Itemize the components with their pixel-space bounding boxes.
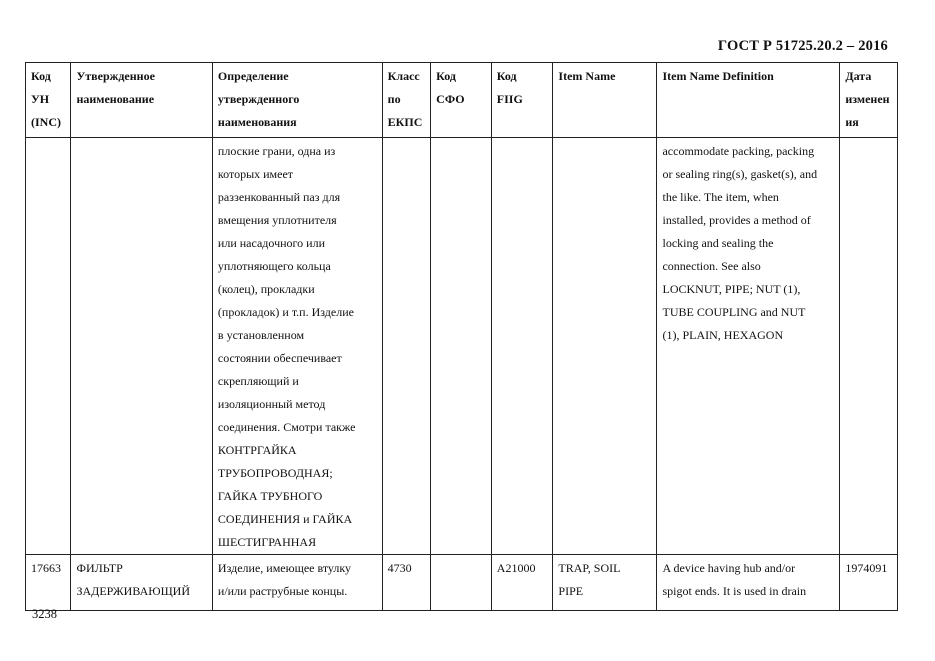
cell-fiig [491,138,553,555]
document-code: ГОСТ Р 51725.20.2 – 2016 [717,38,888,54]
header-item-definition: Item Name Definition [657,63,840,138]
header-definition: Определение утвержденного наименования [212,63,382,138]
cell-date [840,138,898,555]
cell-fiig: A21000 [491,555,553,611]
header-class: Класс по ЕКПС [382,63,431,138]
classifier-table [25,62,898,611]
cell-approved-name [71,138,212,555]
table-row [26,138,898,555]
cell-item-definition: A device having hub and/or spigot ends. It is used in drain [657,555,840,611]
header-approved-name: Утвержденное наименование [71,63,212,138]
cell-sfo [431,138,492,555]
cell-item-name [553,138,657,555]
cell-definition: плоские грани, одна из которых имеет раззенкованный паз для вмещения уплотнителя или насадочного или уплотняющего кольца (колец), прокладки (прокладок) и т.п. Изделие в установленном состоянии обеспечивает скрепляющий и изоляционный метод соединения. Смотри также КОНТРГАЙКА ТРУБОПРОВОДНАЯ; ГАЙКА ТРУБНОГО СОЕДИНЕНИЯ и ГАЙКА ШЕСТИГРАННАЯ [212,138,382,555]
header-fiig: Код FIIG [491,63,553,138]
header-item-name: Item Name [553,63,657,138]
cell-date: 1974091 [840,555,898,611]
header-inc: Код УН (INC) [26,63,71,138]
cell-approved-name: ФИЛЬТР ЗАДЕРЖИВАЮЩИЙ [71,555,212,611]
cell-item-definition: accommodate packing, packing or sealing ring(s), gasket(s), and the like. The item, when installed, provides a method of locking and sealing the connection. See also LOCKNUT, PIPE; NUT (1), TUBE COUPLING and NUT (1), PLAIN, HEXAGON [657,138,840,555]
table-row [26,555,898,611]
table-header-row [26,63,898,138]
page-number: 3238 [32,607,57,621]
cell-inc [26,138,71,555]
header-date: Дата изменен ия [840,63,898,138]
header-sfo: Код СФО [431,63,492,138]
cell-item-name: TRAP, SOIL PIPE [553,555,657,611]
cell-class: 4730 [382,555,431,611]
cell-inc: 17663 [26,555,71,611]
cell-sfo [431,555,492,611]
cell-class [382,138,431,555]
cell-definition: Изделие, имеющее втулку и/или раструбные концы. [212,555,382,611]
